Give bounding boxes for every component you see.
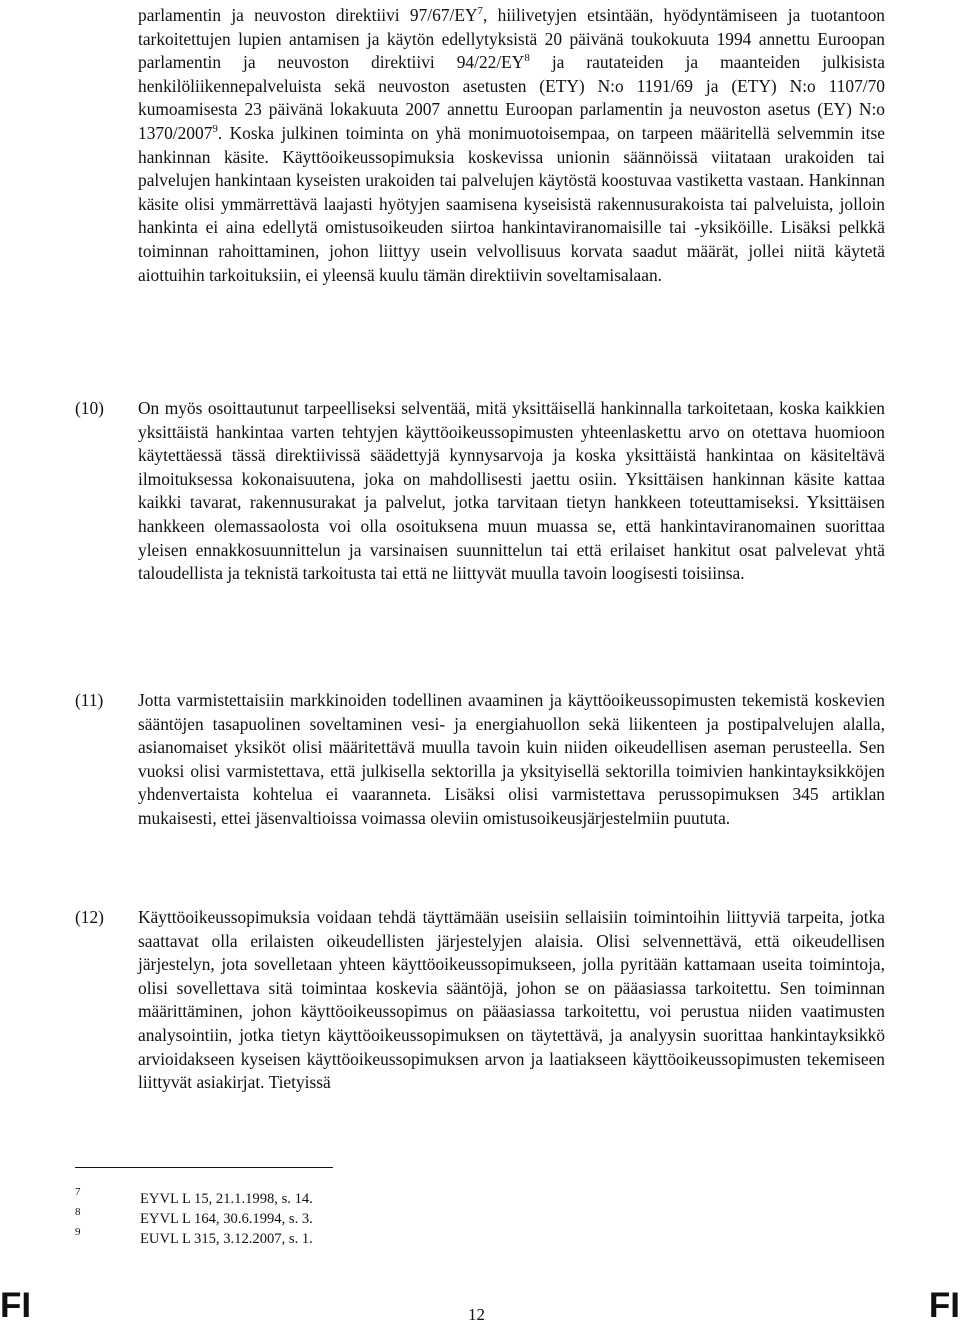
recital-number: (12) xyxy=(75,907,104,927)
intro-text-2: , hiilivetyjen etsintään, hyödyntämiseen ja tuotantoon tarkoitettujen lupien antamisen ja käytön edellytyksistä 20 päivänä toukokuuta 1994 annettu Euroopan parlamentin ja neuvoston direktiivi 94/22/EY xyxy=(138,5,886,73)
footnote-ref-8[interactable]: 8 xyxy=(524,52,530,65)
recital-text: Käyttöoikeussopimuksia voidaan tehdä täyttämään useisiin sellaisiin toimintoihin liittyviä tarpeita, jotka saattavat olla erilaisten oikeudellisten järjestelyjen alaisia. Olisi selvennettävä, että oikeudellisen järjestelyn, jota sovelletaan yhteen käyttöoikeussopimukseen, jolla pyritään kattamaan useita toimintoja, olisi sovellettava sitä toimintaa koskevia sääntöjä, johon se on pääasiassa tarkoitettu. Sen toiminnan määrittäminen, johon käyttöoikeussopimus on pääasiassa tarkoitettu, voi perustua niiden vaatimusten analysointiin, jotka tietyn käyttöoikeussopimuksen on täytettävä, ja analyysin suorittaa hankintayksikkö arvioidakseen kyseisen käyttöoikeussopimuksen arvon ja laatiakseen käyttöoikeussopimusten tekemiseen liittyvät asiakirjat. Tietyissä xyxy=(138,907,885,1093)
footnote-number: 8 xyxy=(75,1206,81,1218)
language-code-right: FI xyxy=(928,1286,960,1325)
footnote-text: EYVL L 164, 30.6.1994, s. 3. xyxy=(140,1211,313,1227)
footnote-text: EUVL L 315, 3.12.2007, s. 1. xyxy=(140,1231,313,1247)
footnote-divider xyxy=(75,1167,333,1168)
recital-number: (11) xyxy=(75,690,104,710)
recital-text: Jotta varmistettaisiin markkinoiden todellinen avaaminen ja käyttöoikeussopimusten tekemistä koskevien sääntöjen tasapuolinen soveltaminen vesi- ja energiahuollon sekä liikenteen ja postipalvelujen alalla, asianomaiset yksiköt olisi määritettävä muulla tavoin kuin niiden oikeudellisen aseman perusteella. Sen vuoksi olisi varmistettava, että julkisella sektorilla ja yksityisellä sektorilla toimivien hankintayksikköjen yhdenvertaista kohtelua ei vaaranneta. Lisäksi olisi varmistettava perussopimuksen 345 artiklan mukaisesti, ettei jäsenvaltioissa voimassa oleviin omistusoikeusjärjestelmiin puututa. xyxy=(138,690,885,828)
language-code-left: FI xyxy=(0,1286,32,1325)
recital-10 xyxy=(75,397,885,586)
footnote-text: EYVL L 15, 21.1.1998, s. 14. xyxy=(140,1191,313,1207)
footnote-number: 9 xyxy=(75,1226,81,1238)
intro-text-4: . Koska julkinen toiminta on yhä monimuotoisempaa, on tarpeen määritellä selvemmin itse hankinnan käsite. Käyttöoikeussopimuksia koskevissa unionin säännöissä viitataan urakoiden tai palvelujen hankintaan kyseisten urakoiden tai palvelujen käytöstä koostuvaa vastiketta vastaan. Hankinnan käsite olisi ymmärrettävä laajasti hyötyjen saamisena kyseisistä rakennusurakoista tai palveluista, jolloin hankinta ei aina edellytä omistusoikeuden siirtoa hankintaviranomaisille tai -yksiköille. Lisäksi pelkkä toiminnan rahoittaminen, johon liittyy usein velvollisuus korvata saadut määrät, jollei niitä käytetä aiottuihin tarkoituksiin, ei yleensä kuulu tämän direktiivin soveltamisalaan. xyxy=(138,122,885,285)
recital-11 xyxy=(75,689,885,831)
intro-paragraph xyxy=(138,4,885,287)
intro-text-1: parlamentin ja neuvoston direktiivi 97/67/EY xyxy=(138,5,478,25)
footnote-ref-9[interactable]: 9 xyxy=(212,122,218,135)
intro-text-3: ja rautateiden ja maanteiden julkisista henkilöliikennepalveluista sekä neuvoston asetusten (ETY) N:o 1191/69 ja (ETY) N:o 1107/70 kumoamisesta 23 päivänä lokakuuta 2007 annettu Euroopan parlamentin ja neuvoston asetus (EY) N:o 1370/2007 xyxy=(138,52,885,143)
recital-12 xyxy=(75,906,885,1095)
page-number: 12 xyxy=(468,1305,485,1324)
recital-number: (10) xyxy=(75,398,104,418)
recital-text: On myös osoittautunut tarpeelliseksi selventää, mitä yksittäisellä hankinnalla tarkoitetaan, koska kaikkien yksittäistä hankintaa varten tehtyjen käyttöoikeussopimusten yhteenlaskettu arvo on otettava huomioon käytettäessä tässä direktiivissä säädettyjä kynnysarvoja ja koska yksittäistä hankintaa on käsiteltävä ilmoituksessa kokonaisuutena, joka on mahdollisesti jaettu osiin. Yksittäisen hankinnan käsite kattaa kaikki tavarat, rakennusurakat ja palvelut, jotka tarvitaan tietyn hankkeen toteuttamiseksi. Yksittäisen hankkeen olemassaolosta voi olla osoituksena muun muassa se, että hankintaviranomainen suorittaa yleisen ennakkosuunnittelun ja varsinaisen suunnittelun tai että erilaiset hankitut osat palvelevat yhtä taloudellista ja teknistä tarkoitusta tai että ne liittyvät muulla tavoin loogisesti toisiinsa. xyxy=(138,398,885,584)
footnote-number: 7 xyxy=(75,1186,81,1198)
footnote-ref-7[interactable]: 7 xyxy=(477,5,484,17)
